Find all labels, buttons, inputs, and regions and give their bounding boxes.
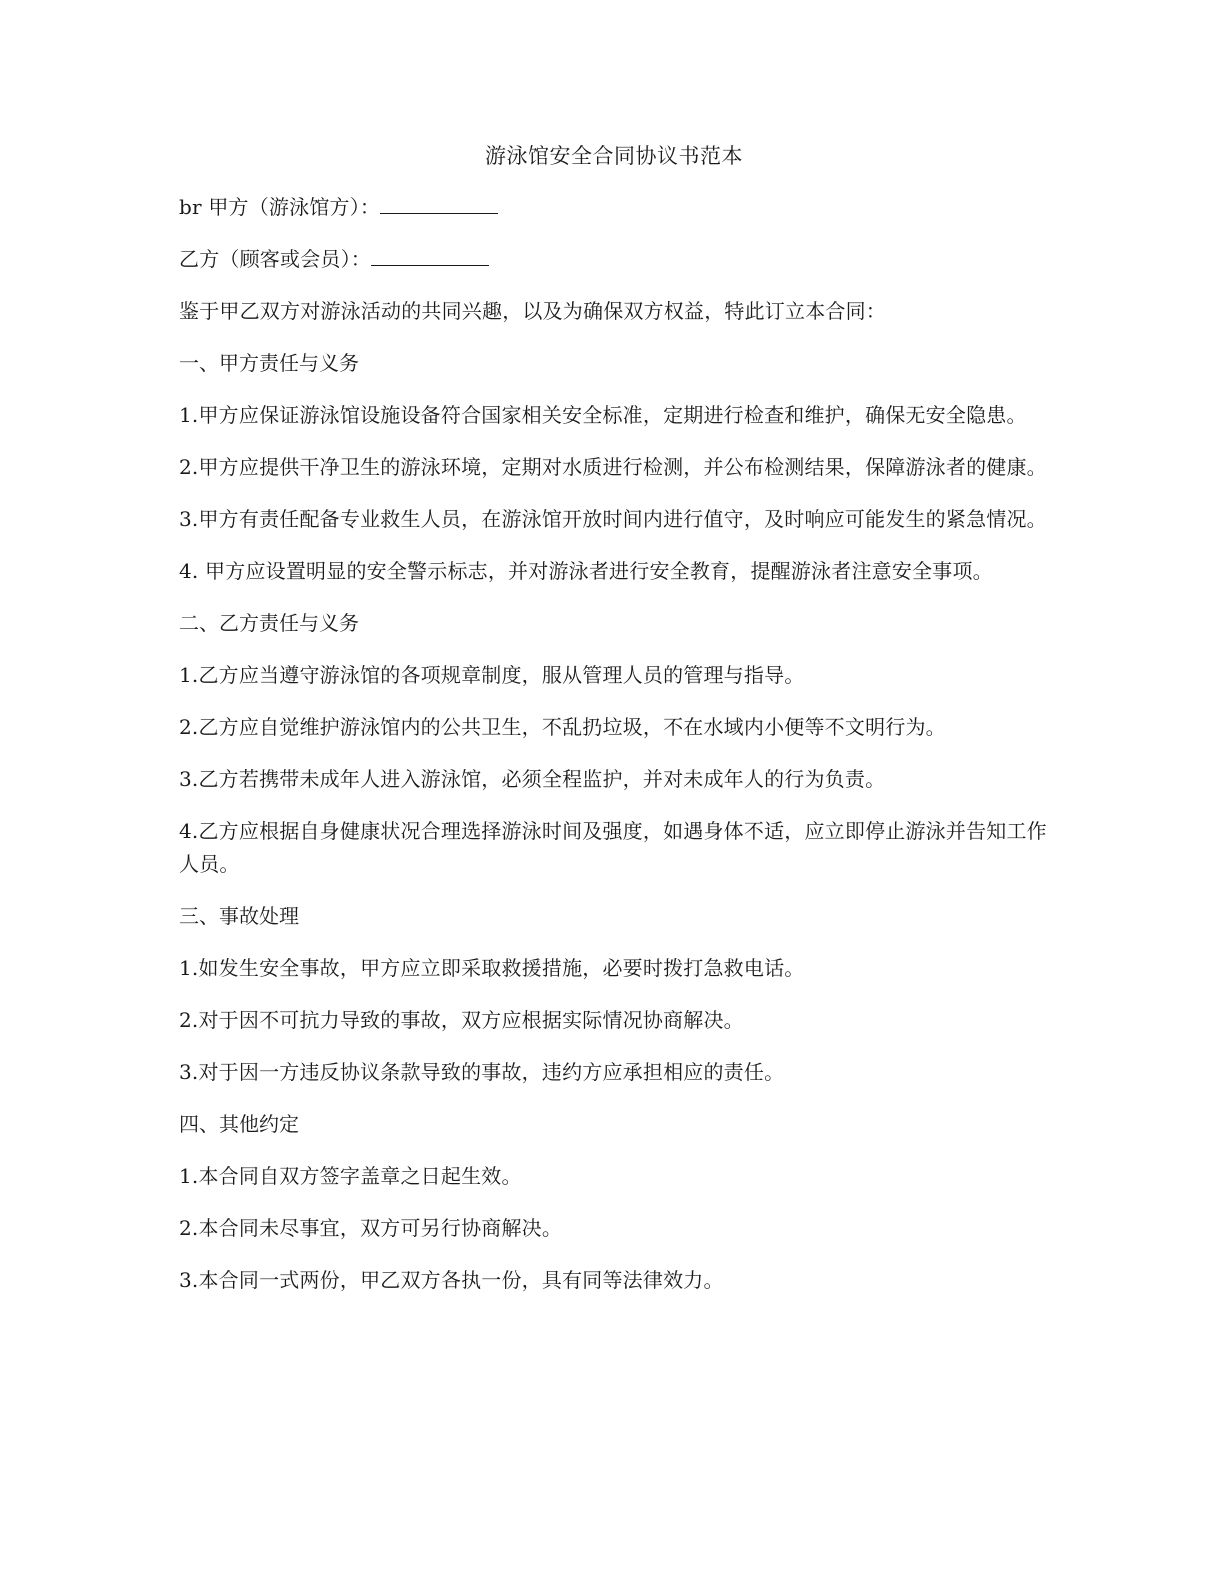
party-a-line	[179, 191, 1049, 224]
clause-1-3: 3.甲方有责任配备专业救生人员，在游泳馆开放时间内进行值守，及时响应可能发生的紧急情况。	[179, 507, 1047, 531]
document-page	[179, 140, 1049, 1316]
clause-3-3: 3.对于因一方违反协议条款导致的事故，违约方应承担相应的责任。	[179, 1060, 785, 1084]
party-a-label: br 甲方（游泳馆方）：	[179, 195, 381, 219]
section-heading-2: 二、乙方责任与义务	[179, 611, 359, 635]
section-heading-3: 三、事故处理	[179, 904, 299, 928]
party-b-line	[179, 243, 1049, 276]
clause-2-1: 1.乙方应当遵守游泳馆的各项规章制度，服从管理人员的管理与指导。	[179, 663, 805, 687]
clause-2-2: 2.乙方应自觉维护游泳馆内的公共卫生，不乱扔垃圾，不在水域内小便等不文明行为。	[179, 715, 946, 739]
clause-2-4: 4.乙方应根据自身健康状况合理选择游泳时间及强度，如遇身体不适，应立即停止游泳并告知工作人员。	[179, 819, 1047, 876]
clause-1-1: 1.甲方应保证游泳馆设施设备符合国家相关安全标准，定期进行检查和维护，确保无安全隐患。	[179, 403, 1027, 427]
clause-2-3: 3.乙方若携带未成年人进入游泳馆，必须全程监护，并对未成年人的行为负责。	[179, 767, 886, 791]
party-b-label: 乙方（顾客或会员）：	[179, 247, 371, 271]
clause-4-1: 1.本合同自双方签字盖章之日起生效。	[179, 1164, 522, 1188]
clause-4-3: 3.本合同一式两份，甲乙双方各执一份，具有同等法律效力。	[179, 1268, 724, 1292]
clause-1-2: 2.甲方应提供干净卫生的游泳环境，定期对水质进行检测，并公布检测结果，保障游泳者的健康。	[179, 455, 1047, 479]
section-heading-1: 一、甲方责任与义务	[179, 351, 359, 375]
clause-4-2: 2.本合同未尽事宜，双方可另行协商解决。	[179, 1216, 563, 1240]
clause-3-2: 2.对于因不可抗力导致的事故，双方应根据实际情况协商解决。	[179, 1008, 744, 1032]
party-b-blank-line	[371, 243, 489, 266]
clause-3-1: 1.如发生安全事故，甲方应立即采取救援措施，必要时拨打急救电话。	[179, 956, 805, 980]
section-heading-4: 四、其他约定	[179, 1112, 299, 1136]
intro-paragraph: 鉴于甲乙双方对游泳活动的共同兴趣，以及为确保双方权益，特此订立本合同：	[179, 299, 886, 323]
clause-1-4: 4. 甲方应设置明显的安全警示标志，并对游泳者进行安全教育，提醒游泳者注意安全事项。	[179, 559, 993, 583]
party-a-blank-line	[380, 191, 498, 214]
document-title: 游泳馆安全合同协议书范本	[485, 144, 743, 168]
